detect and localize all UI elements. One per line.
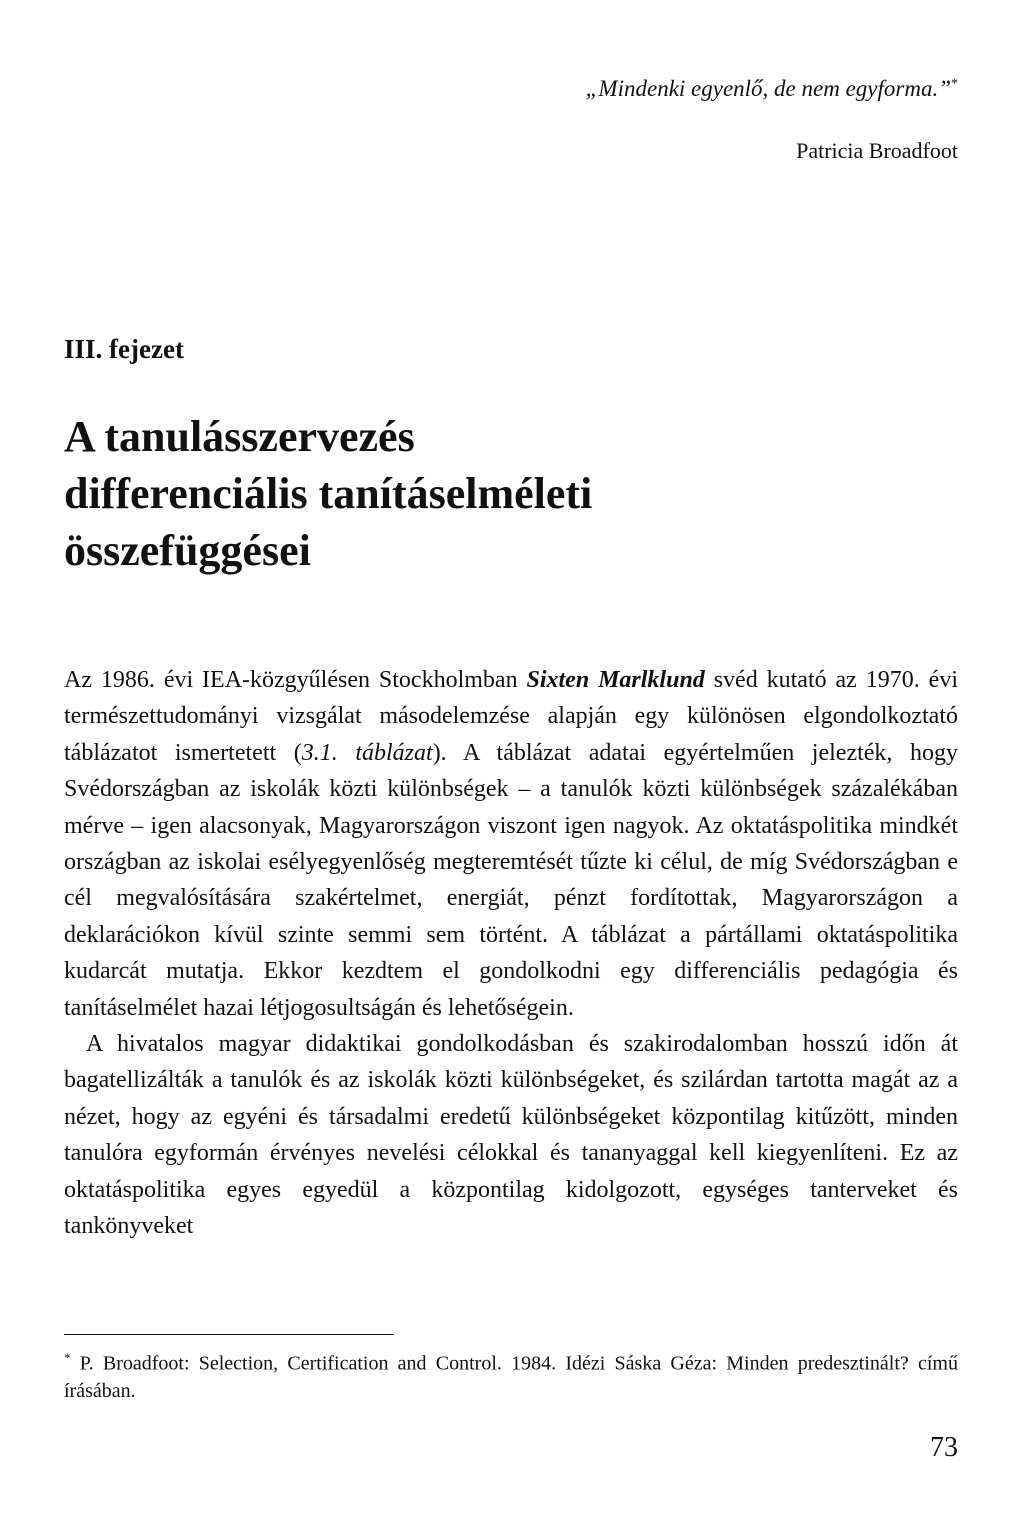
paragraph-2: A hivatalos magyar didaktikai gondolkodásban és szakirodalomban hosszú időn át bagatellizálták a tanulók és az iskolák közti különbségeket, és szilárdan tartotta magát az a nézet, hogy az egyéni és társadalmi eredetű különbségeket központilag kitűzött, minden tanulóra egyformán érvényes nevelési célokkal és tananyaggal kell kiegyenlíteni. Ez az oktatáspolitika egyes egyedül a központilag kidolgozott, egységes tanterveket és tankönyveket xyxy=(64,1031,958,1240)
paragraph-text: Az 1986. évi IEA-közgyűlésen Stockholmban xyxy=(64,667,527,693)
paragraph-text: svéd kutató az 1970. évi természettudományi vizsgálat másodelemzése alapján egy különösen elgondolkoztató táblázatot ismertetett ( xyxy=(64,667,958,766)
page-number: 73 xyxy=(930,1432,958,1463)
epigraph xyxy=(586,76,958,102)
chapter-label: III. fejezet xyxy=(64,334,184,364)
body-text xyxy=(64,662,958,1245)
person-name: Sixten Marlklund xyxy=(526,667,705,693)
footnote xyxy=(64,1344,958,1405)
epigraph-footnote-mark: * xyxy=(951,76,958,92)
chapter-title-line: A tanulásszervezés xyxy=(64,412,415,461)
epigraph-text: „Mindenki egyenlő, de nem egyforma.” xyxy=(585,76,951,101)
table-reference: 3.1. táblázat xyxy=(301,739,433,766)
footnote-separator xyxy=(64,1334,394,1335)
epigraph-author: Patricia Broadfoot xyxy=(796,138,958,163)
paragraph-1 xyxy=(64,662,958,1026)
chapter-title-line: összefüggései xyxy=(64,526,311,576)
footnote-text: P. Broadfoot: Selection, Certification and Control. 1984. Idézi Sáska Géza: Minden predesztinált? című írásában. xyxy=(64,1352,958,1402)
paragraph-text: ). A táblázat adatai egyértelműen jelezték, hogy Svédországban az iskolák közti különbségek – a tanulók közti különbségek százalékában mérve – igen alacsonyak, Magyarországon viszont igen nagyok. Az oktatáspolitika mindkét országban az iskolai esélyegyenlőség megteremtését tűzte ki célul, de míg Svédországban e cél megvalósítására szakértelmet, energiát, pénzt fordítottak, Magyarországon a deklarációkon kívül szinte semmi sem történt. A táblázat a pártállami oktatáspolitika kudarcát mutatja. Ekkor kezdtem el gondolkodni egy differenciális pedagógia és tanításelmélet hazai létjogosultságán és lehetőségein. xyxy=(64,739,958,1021)
footnote-mark: * xyxy=(64,1350,71,1365)
chapter-title-line: differenciális tanításelméleti xyxy=(64,469,593,519)
chapter-title xyxy=(64,408,964,580)
